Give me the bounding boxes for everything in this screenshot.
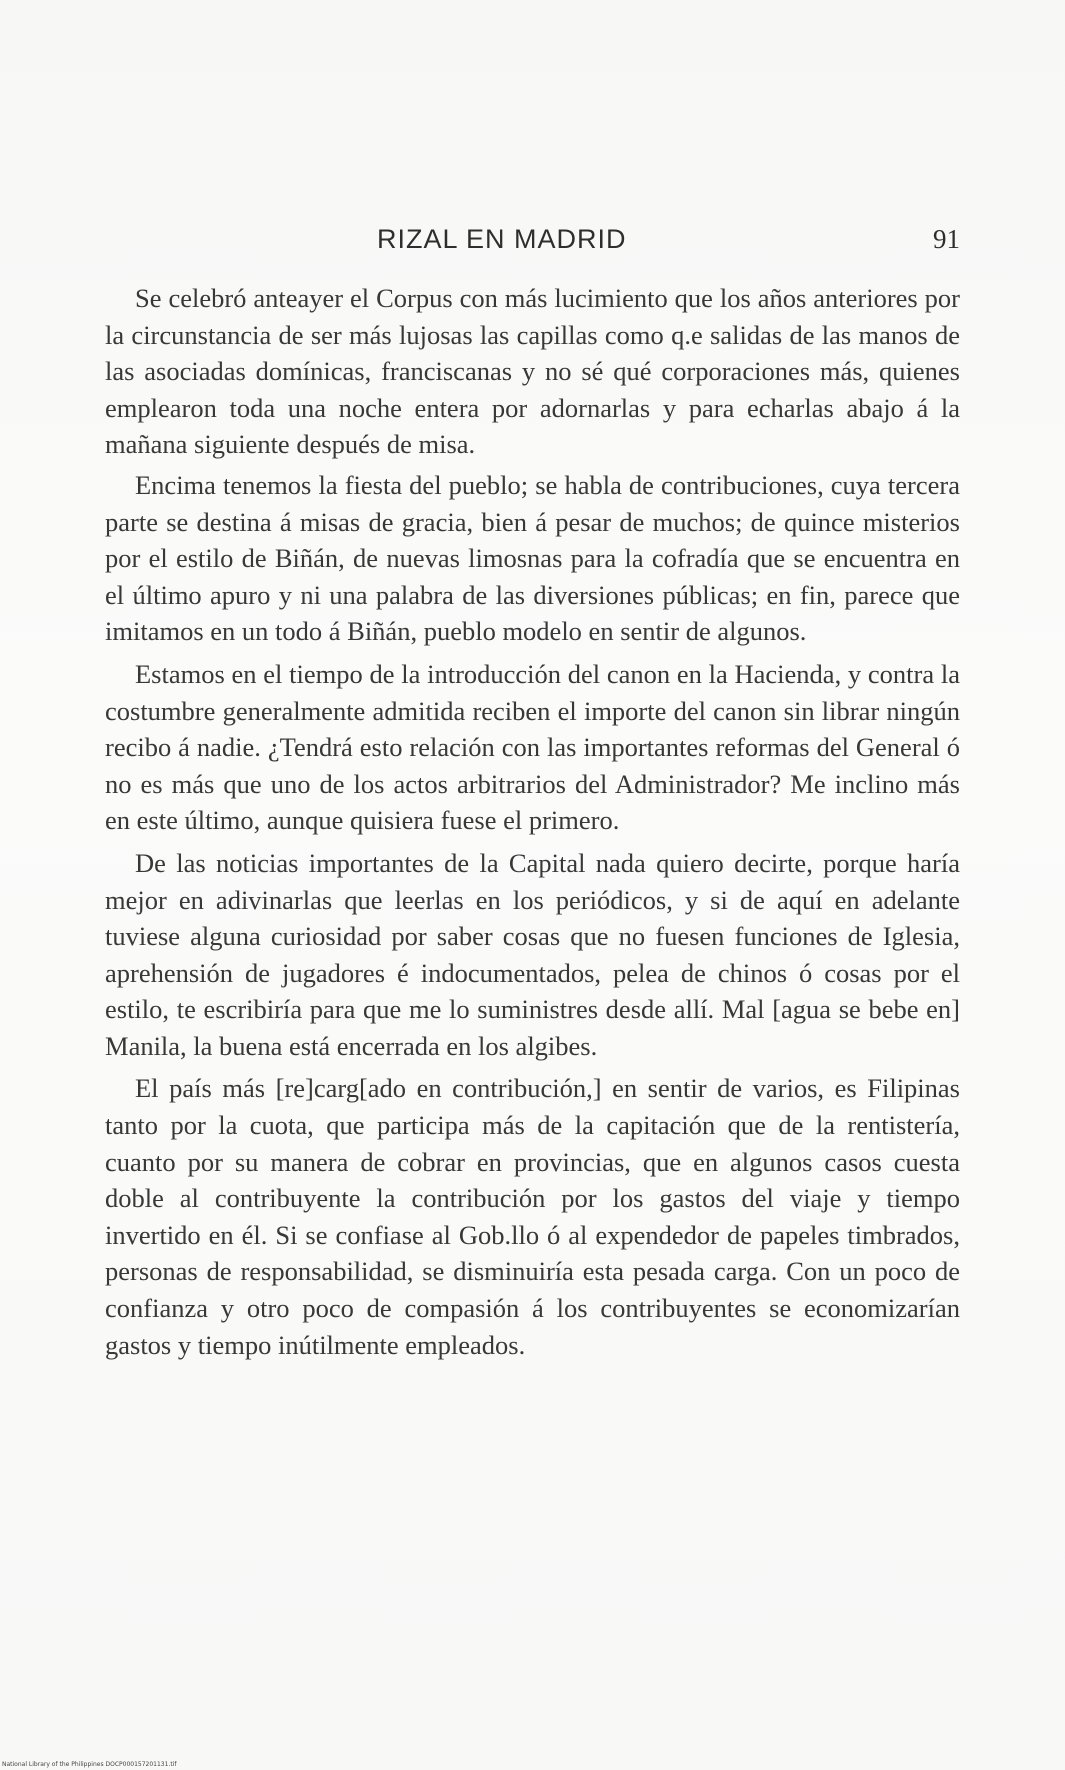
paragraph-corpus: Se celebró anteayer el Corpus con más lucimiento que los años anteriores por la circunstancia de ser más lujosas las capillas como q.e salidas de las manos de las asociadas domínicas, franciscanas y no sé qué corporaciones más, quienes emplearon toda una noche entera por adornarlas y para echarlas abajo á la mañana siguiente después de misa. (105, 283, 960, 460)
body-text (105, 280, 960, 1369)
page-number: 91 (933, 224, 960, 254)
running-head: RIZAL EN MADRID (377, 224, 627, 254)
paragraph-contribucion: El país más [re]carg[ado en contribución,] en sentir de varios, es Filipinas tanto por la cuota, que participa más de la capitación que de la rentistería, cuanto por su manera de cobrar en provincias, que en algunos casos cuesta doble al contribuyente la contribución por los gastos del viaje y tiempo invertido en él. Si se confiase al Gob.llo ó al expendedor de papeles timbrados, personas de responsabilidad, se disminuiría esta pesada carga. Con un poco de confianza y otro poco de compasión á los contribuyentes se economizarían gastos y tiempo inútilmente empleados. (105, 1073, 960, 1360)
paragraph-noticias: De las noticias importantes de la Capital nada quiero decirte, porque haría mejor en adivinarlas que leerlas en los periódicos, y si de aquí en adelante tuviese alguna curiosidad por saber cosas que no fuesen funciones de Iglesia, aprehensión de jugadores é indocumentados, pelea de chinos ó cosas por el estilo, te escribiría para que me lo suministres desde allí. Mal [agua se bebe en] Manila, la buena está encerrada en los algibes. (105, 847, 960, 1061)
paragraph-fiesta: Encima tenemos la fiesta del pueblo; se habla de contribuciones, cuya tercera parte se destina á misas de gracia, bien á pesar de muchos; de quince misterios por el estilo de Biñán, de nuevas limosnas para la cofradía que se encuentra en el último apuro y ni una palabra de las diversiones públicas; en fin, parece que imitamos en un todo á Biñán, pueblo modelo en sentir de algunos. (105, 469, 960, 647)
scan-credit: National Library of the Philippines DOCP000157201131.tif (2, 1761, 177, 1768)
page-header (105, 224, 960, 264)
paragraph-canon: Estamos en el tiempo de la introducción del canon en la Hacienda, y contra la costumbre generalmente admitida reciben el importe del canon sin librar ningún recibo á nadie. ¿Tendrá esto relación con las importantes reformas del General ó no es más que uno de los actos arbitrarios del Administrador? Me inclino más en este último, aunque quisiera fuese el primero. (105, 658, 960, 836)
